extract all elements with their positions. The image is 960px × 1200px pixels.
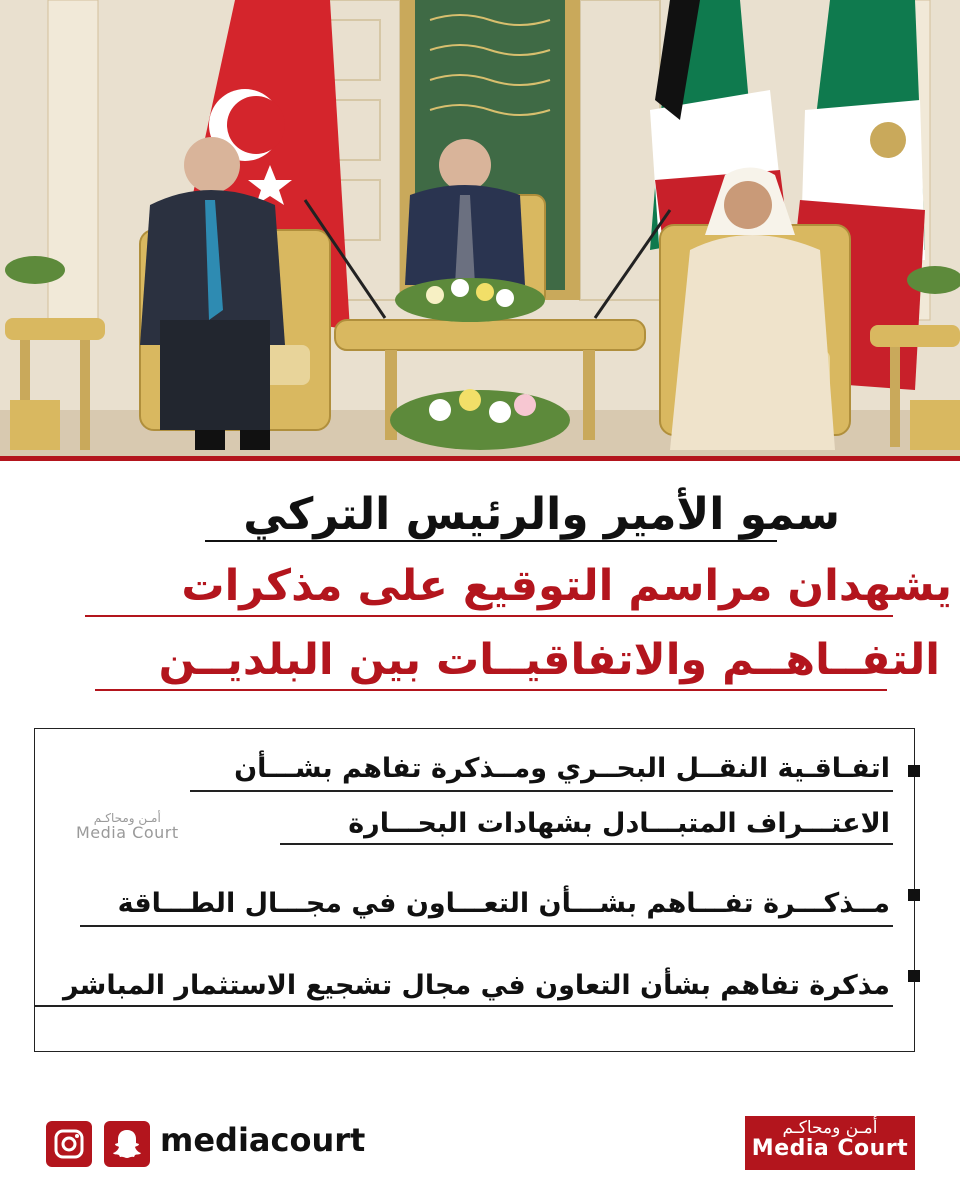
bullet-icon <box>908 765 920 777</box>
instagram-icon[interactable] <box>46 1121 92 1167</box>
social-handle[interactable]: mediacourt <box>160 1121 366 1159</box>
headline-underline-1 <box>205 540 777 542</box>
agreement-3-underline <box>34 1005 893 1007</box>
snapchat-icon[interactable] <box>104 1121 150 1167</box>
headline-underline-3 <box>95 689 887 691</box>
agreement-1-line-1: اتفـاقـية النقــل البحــري ومــذكرة تفاهم بشـــأن <box>234 753 890 784</box>
agreement-3-line-1: مذكرة تفاهم بشأن التعاون في مجال تشجيع الاستثمار المباشر <box>63 970 890 1001</box>
logo-english: Media Court <box>751 1136 909 1161</box>
headline-underline-2 <box>85 615 893 617</box>
watermark-english: Media Court <box>76 823 179 842</box>
watermark <box>76 812 179 842</box>
agreement-1-underline-2 <box>280 843 893 845</box>
agreement-1-line-2: الاعتـــراف المتبـــادل بشهادات البحـــارة <box>348 808 890 839</box>
agreement-2-underline <box>80 925 893 927</box>
agreement-1-underline-1 <box>190 790 893 792</box>
headline-line-2: يشهدان مراسم التوقيع على مذكرات <box>181 561 952 611</box>
bullet-icon <box>908 889 920 901</box>
agreement-2-line-1: مــذكـــرة تفـــاهم بشـــأن التعـــاون في مجـــال الطـــاقة <box>117 888 890 919</box>
bullet-icon <box>908 970 920 982</box>
media-court-logo <box>745 1116 915 1170</box>
logo-arabic: أمـن ومحاكـم <box>782 1118 878 1138</box>
watermark-arabic: أمـن ومحاكـم <box>93 811 161 825</box>
headline-line-3: التفــاهــم والاتفاقيــات بين البلديــن <box>158 635 940 685</box>
headline-line-1: سمو الأمير والرئيس التركي <box>243 489 840 540</box>
